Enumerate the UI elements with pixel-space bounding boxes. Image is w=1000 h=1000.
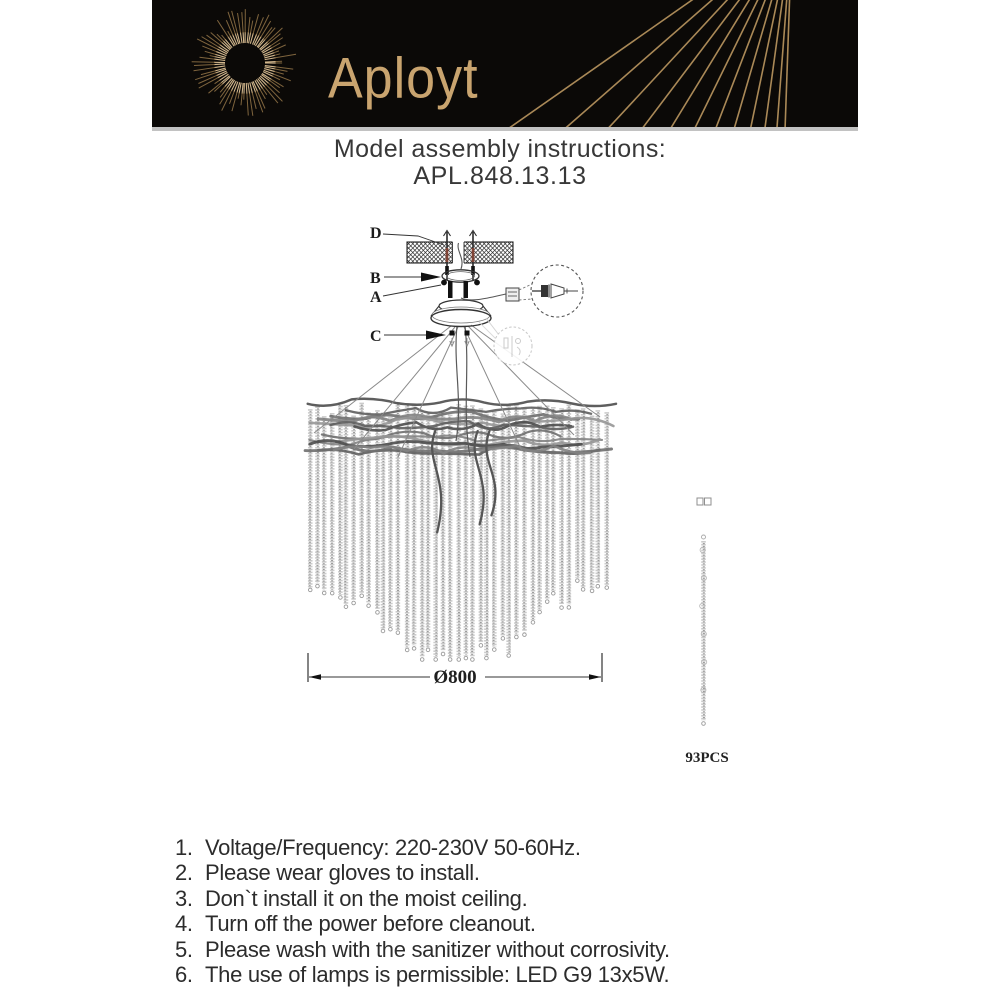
assembly-diagram bbox=[280, 205, 740, 805]
item-text: Turn off the power before cleanout. bbox=[205, 911, 536, 937]
item-text: Please wash with the sanitizer without corrosivity. bbox=[205, 936, 670, 962]
chandelier-strands bbox=[308, 402, 608, 661]
part-label-a: A bbox=[370, 289, 382, 306]
item-text: Don`t install it on the moist ceiling. bbox=[205, 885, 528, 911]
item-text: The use of lamps is permissible: LED G9 13x5W. bbox=[205, 962, 670, 988]
doc-title: Model assembly instructions: bbox=[333, 135, 667, 163]
canopy bbox=[431, 300, 491, 346]
instruction-item bbox=[175, 835, 670, 860]
item-number: 1. bbox=[175, 835, 193, 860]
part-label-b: B bbox=[370, 270, 381, 287]
ceiling-plate bbox=[385, 241, 537, 264]
instruction-item bbox=[175, 911, 670, 936]
rays-decoration bbox=[440, 0, 792, 127]
item-text: Please wear gloves to install. bbox=[205, 860, 480, 886]
title-block bbox=[0, 136, 1000, 190]
item-number: 2. bbox=[175, 860, 193, 886]
item-number: 6. bbox=[175, 962, 193, 988]
instruction-list bbox=[175, 835, 670, 987]
parts-count-label: 93PCS bbox=[685, 750, 729, 766]
header-art bbox=[152, 0, 858, 127]
terminal-box bbox=[506, 288, 519, 301]
dimension-line bbox=[308, 653, 602, 688]
brand-header bbox=[152, 0, 858, 131]
part-label-d: D bbox=[370, 225, 382, 242]
item-text: Voltage/Frequency: 220-230V 50-60Hz. bbox=[205, 835, 581, 860]
sunburst-icon bbox=[192, 9, 296, 116]
part-label-c: C bbox=[370, 328, 382, 345]
item-number: 3. bbox=[175, 885, 193, 911]
brand-name: Aployt bbox=[328, 47, 479, 111]
model-code: APL.848.13.13 bbox=[413, 162, 587, 190]
item-number: 4. bbox=[175, 911, 193, 937]
detail-circle-faint bbox=[479, 318, 532, 365]
spare-strand bbox=[685, 498, 728, 766]
instruction-item bbox=[175, 937, 670, 962]
item-number: 5. bbox=[175, 936, 193, 962]
magnifier-leaders bbox=[519, 284, 532, 300]
instruction-item bbox=[175, 962, 670, 987]
detail-circle-socket bbox=[531, 265, 583, 317]
instruction-item bbox=[175, 860, 670, 885]
instruction-item bbox=[175, 886, 670, 911]
dimension-label: Ø800 bbox=[433, 667, 477, 688]
